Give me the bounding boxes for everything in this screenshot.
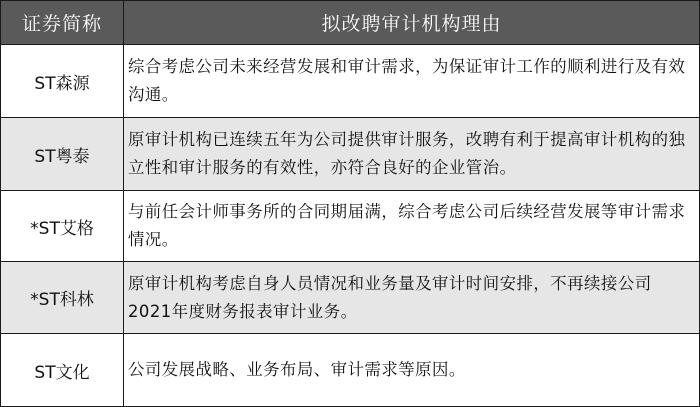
stock-name-cell: ST森源 <box>1 45 124 117</box>
reason-cell: 原审计机构考虑自身人员情况和业务量及审计时间安排，不再续接公司2021年度财务报表审计业务。 <box>128 273 652 321</box>
table-row <box>1 45 699 118</box>
stock-name-cell: ST文化 <box>1 334 124 406</box>
table-row <box>1 118 699 191</box>
reason-cell: 原审计机构已连续五年为公司提供审计服务，改聘有利于提高审计机构的独立性和审计服务的有效性，亦符合良好的企业管治。 <box>128 130 686 177</box>
table-row <box>1 262 699 334</box>
table-row <box>1 334 699 406</box>
reason-cell: 综合考虑公司未来经营发展和审计需求，为保证审计工作的顺利进行及有效沟通。 <box>128 57 686 104</box>
stock-name-cell: *ST艾格 <box>1 191 124 261</box>
stock-name-cell: *ST科林 <box>1 262 124 333</box>
stock-name-cell: ST粤泰 <box>1 118 124 190</box>
table-row <box>1 191 699 262</box>
header-stock-name: 证券简称 <box>1 1 124 44</box>
reason-cell: 与前任会计师事务所的合同期届满，综合考虑公司后续经营发展等审计需求情况。 <box>128 202 686 249</box>
reason-cell: 公司发展战略、业务布局、审计需求等原因。 <box>128 360 466 379</box>
table-header <box>1 1 699 45</box>
header-reason: 拟改聘审计机构理由 <box>321 13 502 35</box>
